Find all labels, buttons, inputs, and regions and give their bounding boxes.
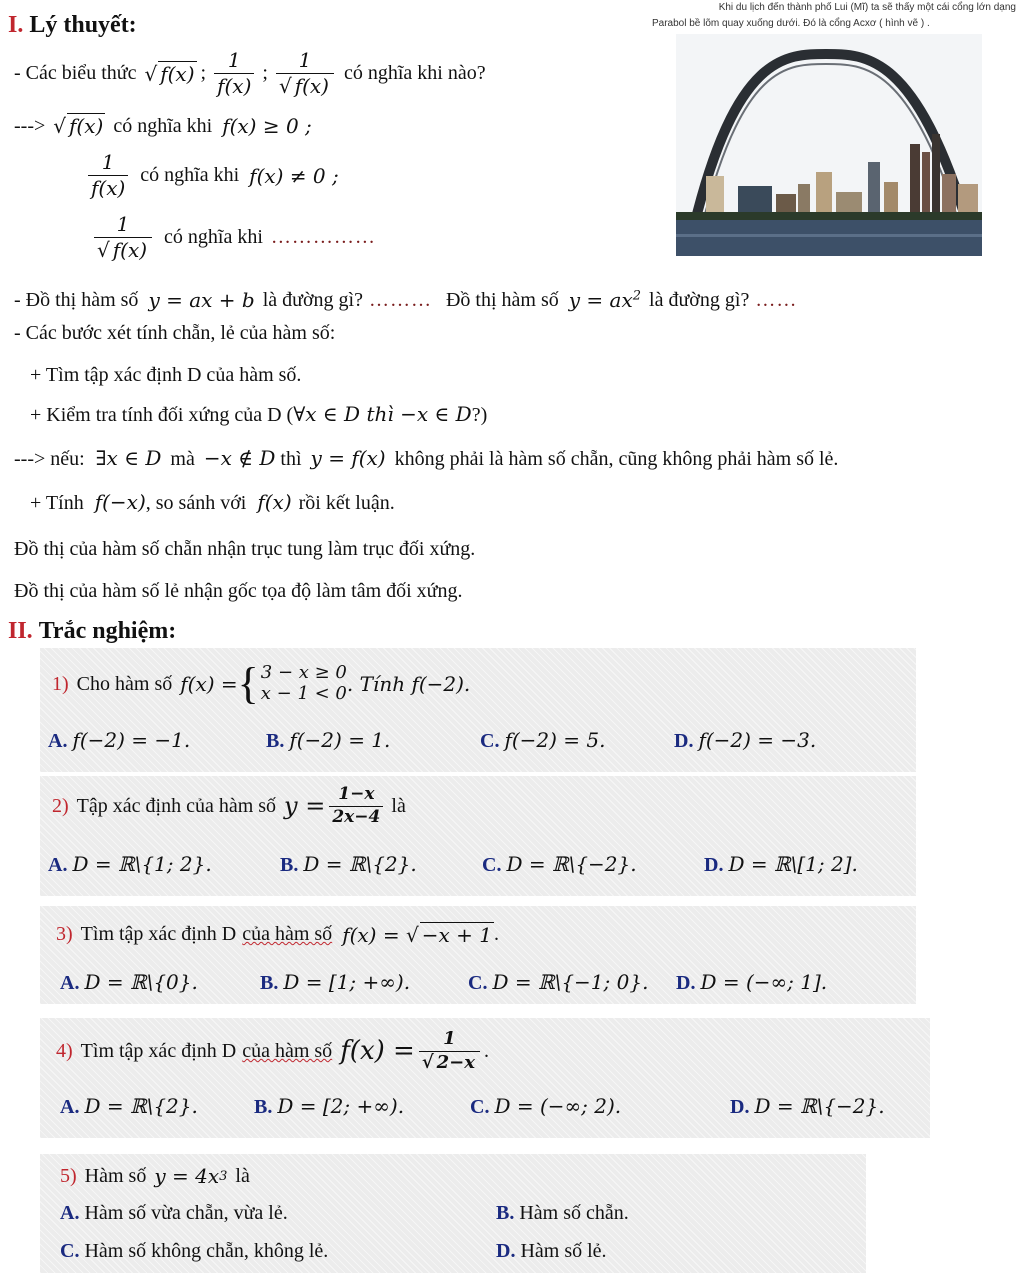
q3-option-a[interactable]: A. D = ℝ\{0}. (60, 970, 198, 994)
q4-option-a[interactable]: A. D = ℝ\{2}. (60, 1094, 198, 1118)
q4-option-d[interactable]: D. D = ℝ\{−2}. (730, 1094, 885, 1118)
intro-prefix: - Các biểu thức (14, 62, 137, 84)
section1-roman: I. (8, 12, 24, 38)
q1-option-a[interactable]: A. f(−2) = −1. (48, 728, 191, 752)
graph-q2-suffix: là đường gì? (649, 288, 750, 311)
q2-option-a[interactable]: A. D = ℝ\{1; 2}. (48, 852, 212, 876)
graph-q2-prefix: Đồ thị hàm số (445, 288, 559, 311)
theory-line-2: $\frac{1}{f(x)}$ có nghĩa khi f(x) ≠ 0 ; (84, 152, 339, 199)
graph-q2-dots: …… (755, 288, 798, 311)
steps-title: - Các bước xét tính chẵn, lẻ của hàm số: (14, 322, 336, 344)
question-2-stem: 2) Tập xác định của hàm số y = $\frac{1-x}{2x-4}$ là (52, 784, 406, 827)
q3-option-b[interactable]: B. D = [1; +∞). (260, 970, 411, 994)
q1-option-b[interactable]: B. f(−2) = 1. (266, 728, 391, 752)
q2-option-d[interactable]: D. D = ℝ\[1; 2]. (704, 852, 858, 876)
graph-question-line (14, 288, 797, 312)
question-5-stem: 5) Hàm số y = 4x 3 là (60, 1164, 250, 1188)
question-4 (40, 1018, 930, 1138)
line3-text: có nghĩa khi (164, 226, 263, 248)
piecewise-brace: { 3 − x ≥ 0 x − 1 < 0 (237, 659, 347, 708)
gateway-arch-photo (676, 34, 982, 256)
question-5 (40, 1154, 866, 1273)
odd-graph-note: Đồ thị của hàm số lẻ nhận gốc tọa độ làm tâm đối xứng. (14, 580, 463, 602)
q4-option-b[interactable]: B. D = [2; +∞). (254, 1094, 405, 1118)
even-graph-note: Đồ thị của hàm số chẵn nhận trục tung làm trục đối xứng. (14, 538, 476, 560)
step-2: + Kiểm tra tính đối xứng của D (∀x ∈ D thì −x ∈ D?) (30, 402, 488, 426)
question-1 (40, 648, 916, 772)
question-3 (40, 906, 916, 1004)
section2-heading (8, 618, 176, 645)
q5-option-b[interactable]: B. Hàm số chẵn. (496, 1202, 629, 1224)
arrow: ---> (14, 114, 46, 137)
q5-option-d[interactable]: D. Hàm số lẻ. (496, 1240, 607, 1262)
line2-text: có nghĩa khi (140, 164, 240, 186)
top-note: Khi du lịch đến thành phố Lui (Mĩ) ta sẽ thấy một cái cổng lớn dạng (718, 2, 1016, 13)
graph-q1-suffix: là đường gì? (262, 288, 363, 311)
expr-frac-sqrt: $\frac{1}{√ f(x)}$ (276, 50, 334, 97)
q3-option-d[interactable]: D. D = (−∞; 1]. (676, 970, 828, 994)
section1-heading (8, 12, 137, 39)
graph-q1-prefix: - Đồ thị hàm số (14, 288, 139, 311)
q2-option-c[interactable]: C. D = ℝ\{−2}. (482, 852, 637, 876)
section1-title: Lý thuyết: (29, 12, 137, 38)
section2-title: Trắc nghiệm: (38, 618, 177, 644)
line1-cond: f(x) ≥ 0 ; (222, 114, 312, 138)
q1-option-c[interactable]: C. f(−2) = 5. (480, 728, 606, 752)
graph-q2-expr: $y = ax^2$ (568, 288, 642, 312)
question-3-stem: 3) Tìm tập xác định D của hàm số f(x) = √ −x + 1 . (56, 922, 499, 947)
q1-option-d[interactable]: D. f(−2) = −3. (674, 728, 817, 752)
intro-suffix: có nghĩa khi nào? (343, 62, 486, 84)
expr-sqrt: √ f(x) (144, 61, 195, 86)
q2-option-b[interactable]: B. D = ℝ\{2}. (280, 852, 417, 876)
step-3: ---> nếu: ∃x ∈ D mà −x ∉ D thì y = f(x) không phải là hàm số chẵn, cũng không phải hàm số lẻ. (14, 446, 839, 470)
line1-text: có nghĩa khi (113, 114, 213, 137)
image-caption: Parabol bề lõm quay xuống dưới. Đó là cổng Acxơ ( hình vẽ ) . (652, 18, 930, 29)
theory-line-3: $\frac{1}{√ f(x)}$ có nghĩa khi …………… (90, 214, 376, 261)
question-4-stem: 4) Tìm tập xác định D của hàm số f(x) = $\frac{1}{√ 2-x}$ . (56, 1028, 489, 1073)
q3-option-c[interactable]: C. D = ℝ\{−1; 0}. (468, 970, 649, 994)
step-4: + Tính f(−x), so sánh với f(x) rồi kết luận. (30, 490, 395, 514)
question-1-stem: 1) Cho hàm số f(x) = { 3 − x ≥ 0 x − 1 < 0 . Tính f(−2). (52, 659, 471, 708)
q5-option-a[interactable]: A. Hàm số vừa chẵn, vừa lẻ. (60, 1202, 288, 1224)
line2-cond: f(x) ≠ 0 ; (249, 163, 339, 188)
intro-question: - Các biểu thức √ f(x) ; $\frac{1}{f(x)}$ ; $\frac{1}{√ f(x)}$ có nghĩa khi nào? (14, 48, 486, 98)
line3-dots: …………… (270, 226, 376, 248)
theory-line-1: ---> √ f(x) có nghĩa khi f(x) ≥ 0 ; (14, 114, 312, 138)
step-1: + Tìm tập xác định D của hàm số. (30, 364, 302, 386)
question-2 (40, 776, 916, 896)
graph-q1-expr: y = ax + b (148, 288, 255, 312)
graph-q1-dots: ……… (368, 288, 432, 311)
section2-roman: II. (8, 618, 33, 644)
arch-illustration (676, 34, 982, 256)
expr-frac: $\frac{1}{f(x)}$ (214, 50, 254, 97)
q5-option-c[interactable]: C. Hàm số không chẵn, không lẻ. (60, 1240, 329, 1262)
q4-option-c[interactable]: C. D = (−∞; 2). (470, 1094, 622, 1118)
